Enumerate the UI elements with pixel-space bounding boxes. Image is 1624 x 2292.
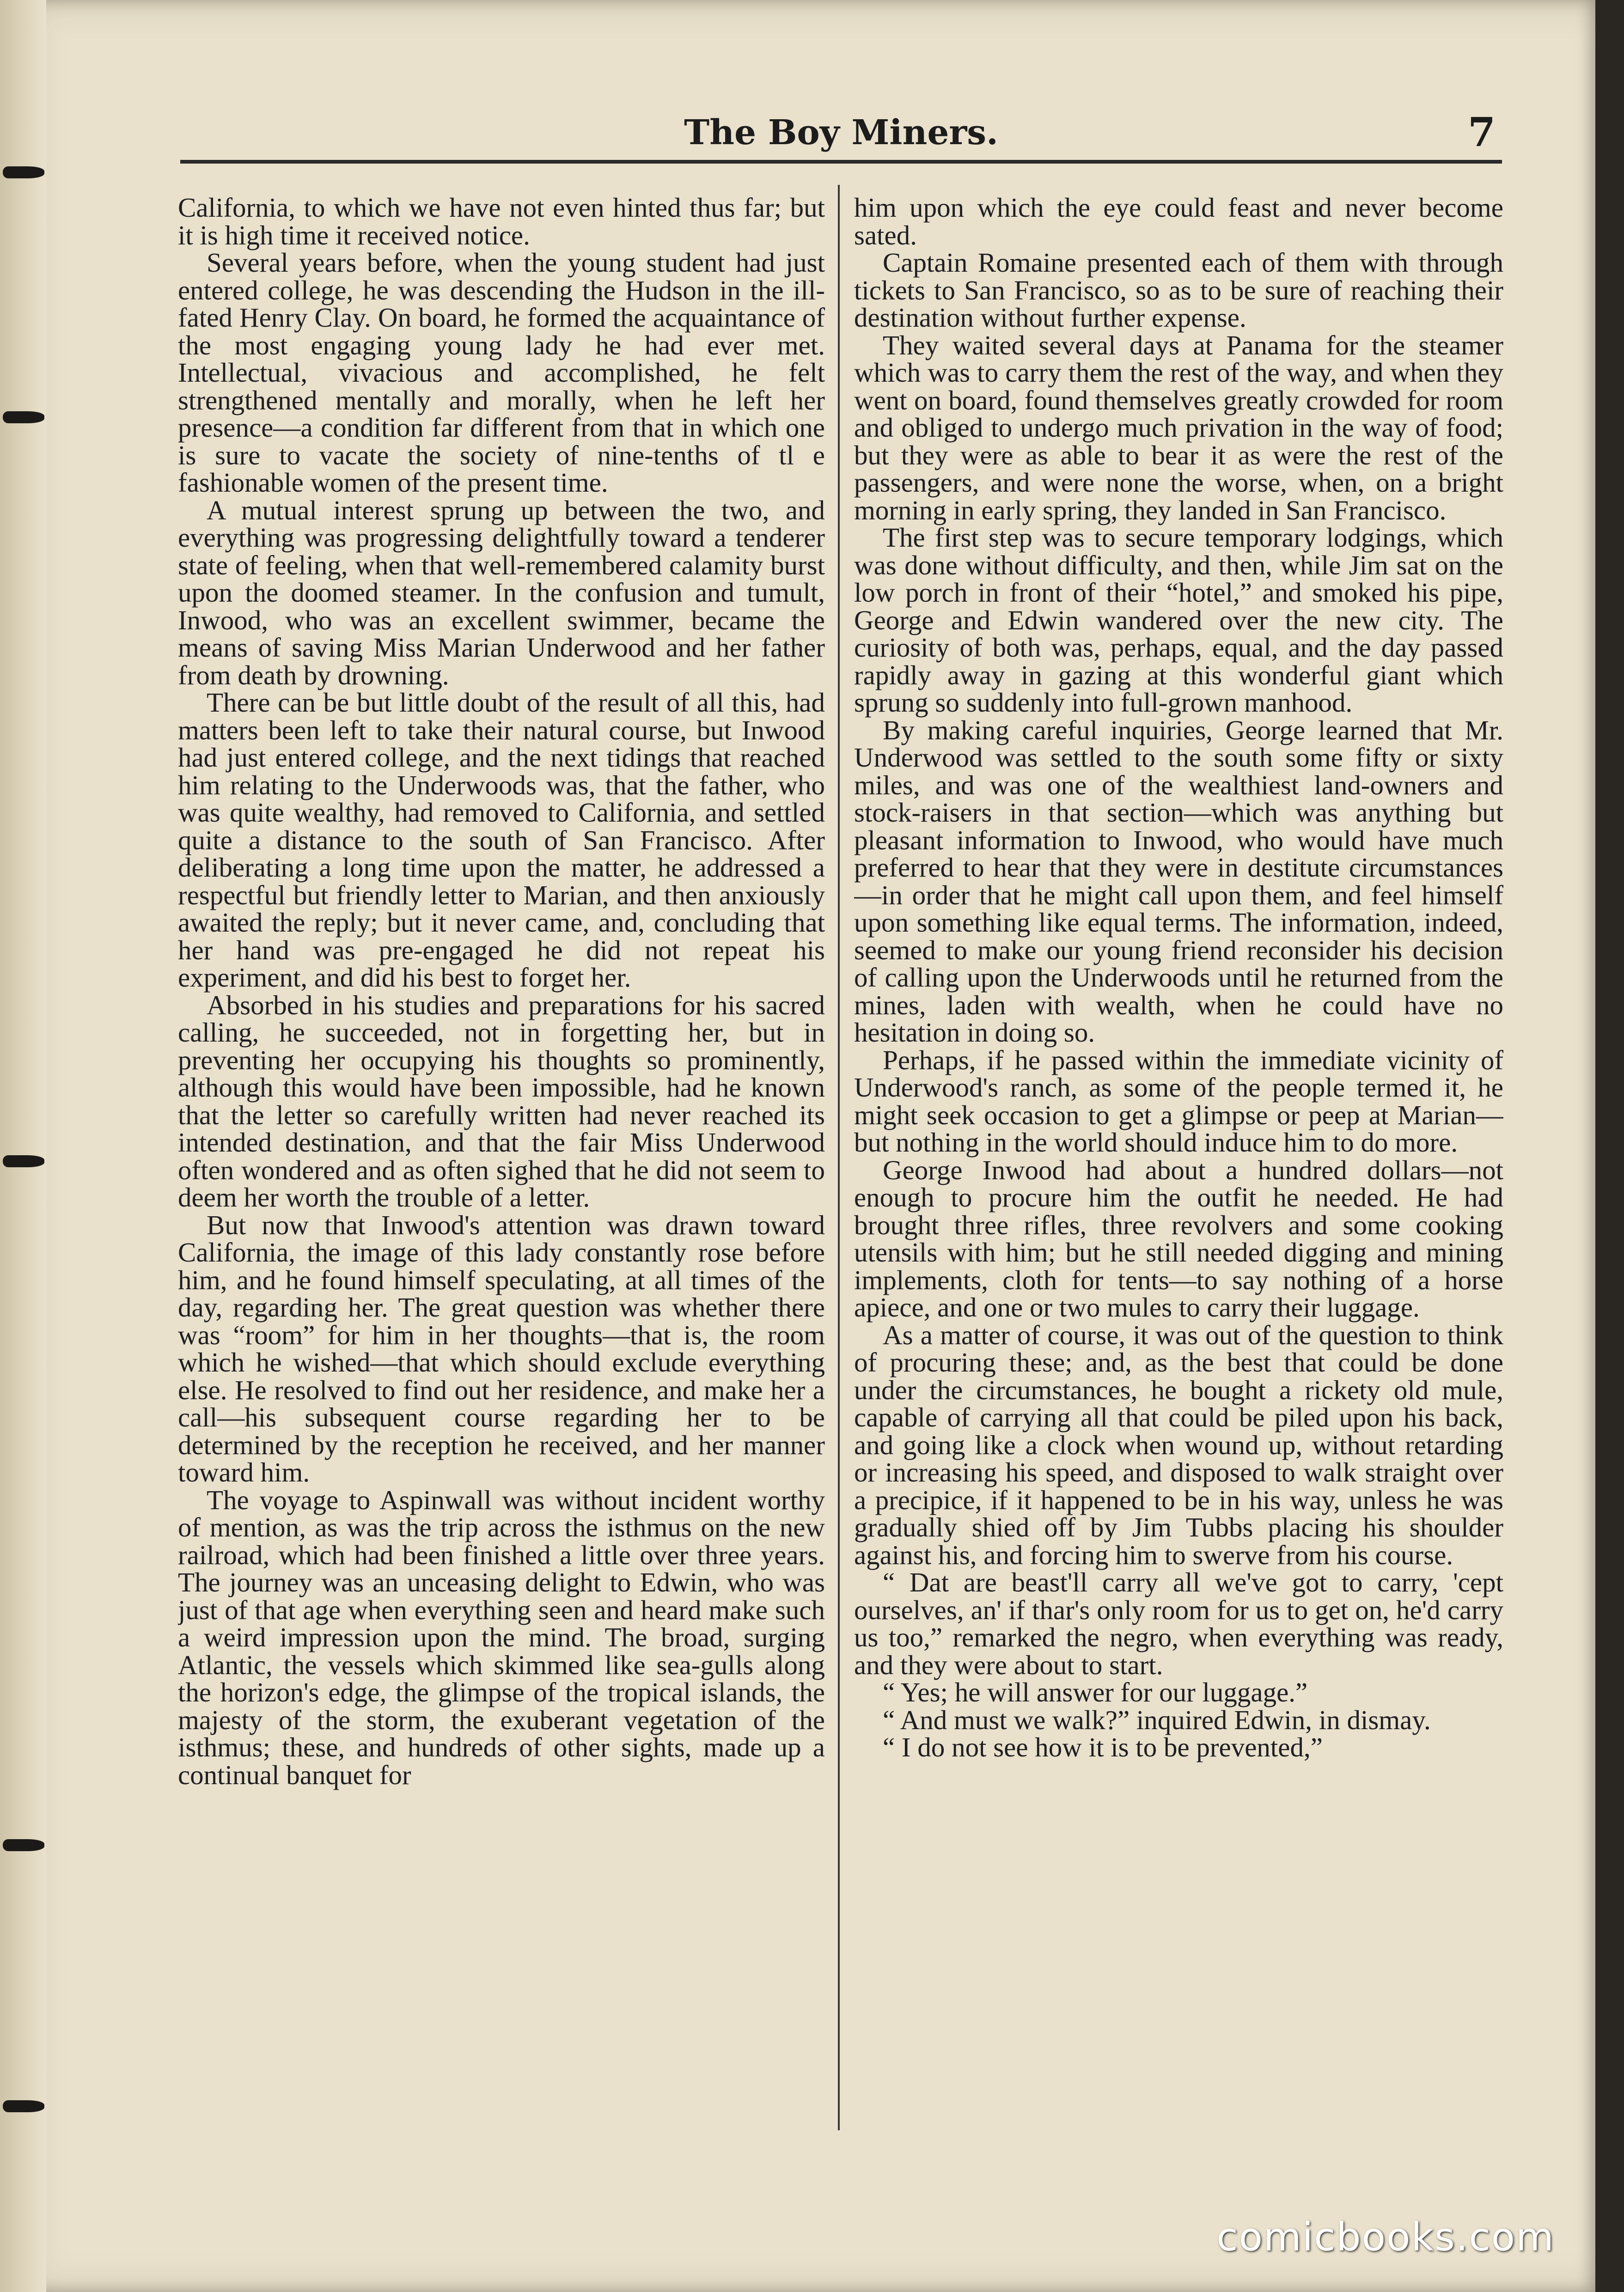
paragraph: Captain Romaine presented each of them with through tickets to San Francisco, so as to be sure of reaching their destination without further expense.	[854, 247, 1503, 333]
binding-stitch	[3, 2100, 44, 2112]
column-divider	[838, 185, 840, 2130]
page-number: 7	[1468, 109, 1496, 156]
site-watermark: comicbooks.com	[1216, 2214, 1555, 2260]
right-column	[854, 194, 1503, 2163]
running-head: The Boy Miners.	[684, 113, 998, 152]
paragraph: The voyage to Aspinwall was without incident worthy of mention, as was the trip across the isthmus on the new railroad, which had been finished a little over three years. The journey was an unceasing delight to Edwin, who was just of that age when everything seen and heard make such a weird impression upon the mind. The broad, surging Atlantic, the vessels which skimmed like sea-gulls along the horizon's edge, the glimpse of the tropical islands, the majesty of the storm, the exuberant vegetation of the isthmus; these, and hundreds of other sights, made up a continual banquet for	[178, 1484, 825, 1790]
paragraph: As a matter of course, it was out of the question to think of procuring these; and, as the best that could be done under the circumstances, he bought a rickety old mule, capable of carrying all that could be piled upon his back, and going like a clock when wound up, without retarding or increasing his speed, and disposed to walk straight over a precipice, if it happened to be in his way, unless he was gradually shied off by Jim Tubbs placing his shoulder against his, and forcing him to swerve from his course.	[854, 1319, 1503, 1570]
binding-stitch	[3, 411, 44, 423]
paragraph: “ And must we walk?” inquired Edwin, in dismay.	[883, 1704, 1431, 1735]
paragraph: There can be but little doubt of the result of all this, had matters been left to take their natural course, but Inwood had just entered college, and the next tidings that reached him relating to the Underwoods was, that the father, who was quite wealthy, had removed to California, and settled quite a distance to the south of San Francisco. After deliberating a long time upon the matter, he addressed a respectful but friendly letter to Marian, and then anxiously awaited the reply; but it never came, and, concluding that her hand was pre-engaged he did not repeat his experiment, and did his best to forget her.	[178, 687, 825, 993]
paragraph: “ Dat are beast'll carry all we've got to carry, 'cept ourselves, an' if thar's only room for us to get on, he'd carry us too,” remarked the negro, when everything was ready, and they were about to start.	[854, 1567, 1503, 1680]
paragraph: But now that Inwood's attention was drawn toward California, the image of this lady constantly rose before him, and he found himself speculating, at all times of the day, regarding her. The great question was whether there was “room” for him in her thoughts—that is, the room which he wished—that which should exclude everything else. He resolved to find out her residence, and make her a call—his subsequent course regarding her to be determined by the reception he received, and her manner toward him.	[178, 1209, 825, 1487]
paragraph: Several years before, when the young student had just entered college, he was descending the Hudson in the ill-fated Henry Clay. On board, he formed the acquaintance of the most engaging young lady he had ever met. Intellectual, vivacious and accomplished, he felt strengthened mentally and morally, when he left her presence—a condition far different from that in which one is sure to vacate the society of nine-tenths of tl e fashionable women of the present time.	[178, 247, 825, 498]
binding-stitch	[3, 1839, 44, 1851]
paragraph: The first step was to secure temporary lodgings, which was done without difficulty, and then, while Jim sat on the low porch in front of their “hotel,” and smoked his pipe, George and Edwin wandered over the new city. The curiosity of both was, perhaps, equal, and the day passed rapidly away in gazing at this wonderful giant which sprung so suddenly into full-grown manhood.	[854, 522, 1503, 718]
paragraph: “ Yes; he will answer for our luggage.”	[883, 1677, 1308, 1707]
paragraph: By making careful inquiries, George learned that Mr. Underwood was settled to the south some fifty or sixty miles, and was one of the wealthiest land-owners and stock-raisers in that section—which was anything but pleasant information to Inwood, who would have much preferred to hear that they were in destitute circumstances—in order that he might call upon them, and feel himself upon something like equal terms. The information, indeed, seemed to make our young friend reconsider his decision of calling upon the Underwoods until he returned from the mines, laden with wealth, when he could have no hesitation in doing so.	[854, 714, 1503, 1048]
paragraph: George Inwood had about a hundred dollars—not enough to procure him the outfit he needed. He had brought three rifles, three revolvers and some cooking utensils with him; but he still needed digging and mining implements, cloth for tents—to say nothing of a horse apiece, and one or two mules to carry their luggage.	[854, 1154, 1503, 1323]
paragraph: Perhaps, if he passed within the immediate vicinity of Underwood's ranch, as some of the people termed it, he might seek occasion to get a glimpse or peep at Marian—but nothing in the world should induce him to do more.	[854, 1044, 1503, 1158]
left-column	[178, 194, 825, 2163]
paragraph: him upon which the eye could feast and never become sated.	[854, 194, 1503, 250]
paragraph: They waited several days at Panama for the steamer which was to carry them the rest of the way, and when they went on board, found themselves greatly crowded for room and obliged to undergo much privation in the way of food; but they were as able to bear it as were the rest of the passengers, and were none the worse, when, on a bright morning in early spring, they landed in San Francisco.	[854, 329, 1503, 525]
paragraph: “ I do not see how it is to be prevented,”	[883, 1732, 1323, 1762]
paragraph: California, to which we have not even hinted thus far; but it is high time it received notice.	[178, 194, 825, 250]
binding-stitch	[3, 1155, 44, 1167]
page-header	[180, 109, 1502, 164]
paragraph: Absorbed in his studies and preparations for his sacred calling, he succeeded, not in forgetting her, but in preventing her occupying his thoughts so prominently, although this would have been impossible, had he known that the letter so carefully written had never reached its intended destination, and that the fair Miss Underwood often wondered and as often sighed that he did not seem to deem her worth the trouble of a letter.	[178, 989, 825, 1213]
paragraph: A mutual interest sprung up between the two, and everything was progressing delightfully toward a tenderer state of feeling, when that well-remembered calamity burst upon the doomed steamer. In the confusion and tumult, Inwood, who was an excellent swimmer, became the means of saving Miss Marian Underwood and her father from death by drowning.	[178, 494, 825, 690]
page-binding	[0, 0, 46, 2292]
binding-stitch	[3, 166, 44, 178]
